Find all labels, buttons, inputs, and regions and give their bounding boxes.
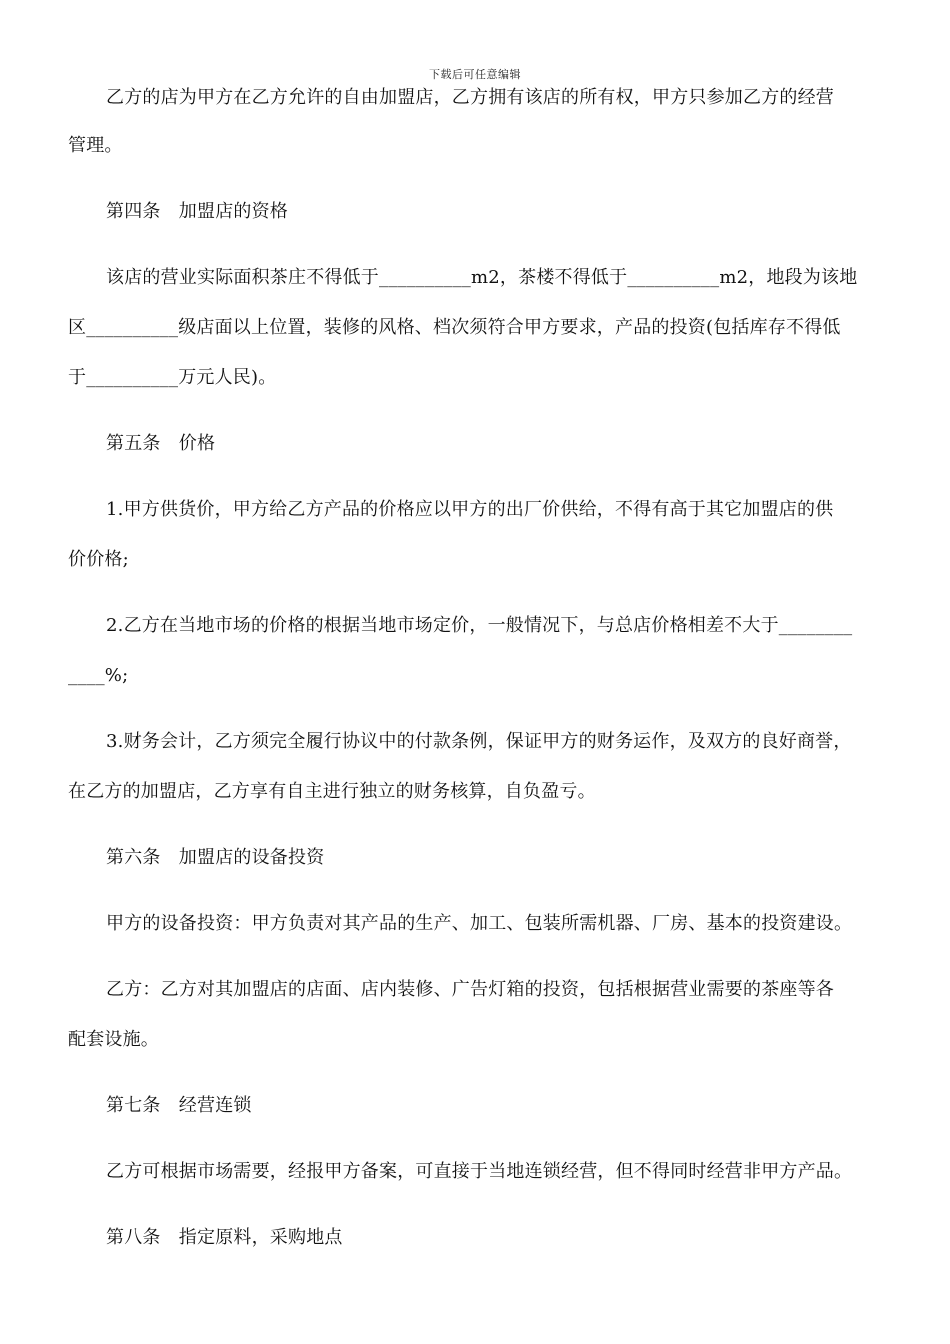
article-heading: 第六条 加盟店的设备投资 <box>106 847 325 868</box>
paragraph-line: 乙方的店为甲方在乙方允许的自由加盟店，乙方拥有该店的所有权，甲方只参加乙方的经营 <box>106 87 834 108</box>
paragraph-line: 配套设施。 <box>68 1029 159 1050</box>
article-heading: 第八条 指定原料，采购地点 <box>106 1227 343 1248</box>
article-heading: 第五条 价格 <box>106 433 216 454</box>
paragraph-line: 乙方：乙方对其加盟店的店面、店内装修、广告灯箱的投资，包括根据营业需要的茶座等各 <box>106 979 834 1000</box>
paragraph-line: 3.财务会计，乙方须完全履行协议中的付款条例，保证甲方的财务运作，及双方的良好商誉， <box>106 731 852 752</box>
article-heading: 第七条 经营连锁 <box>106 1095 252 1116</box>
paragraph-line: 管理。 <box>68 135 123 156</box>
paragraph-line: 乙方可根据市场需要，经报甲方备案，可直接于当地连锁经营，但不得同时经营非甲方产品。 <box>106 1161 853 1182</box>
paragraph-line: 1.甲方供货价，甲方给乙方产品的价格应以甲方的出厂价供给，不得有高于其它加盟店的供 <box>106 499 834 520</box>
article-heading: 第四条 加盟店的资格 <box>106 201 288 222</box>
paragraph-line: 区__________级店面以上位置，装修的风格、档次须符合甲方要求，产品的投资(包括库存不得低 <box>68 317 841 338</box>
paragraph-line: ____%; <box>68 665 129 686</box>
paragraph-line: 2.乙方在当地市场的价格的根据当地市场定价，一般情况下，与总店价格相差不大于________ <box>106 615 853 636</box>
paragraph-line: 在乙方的加盟店，乙方享有自主进行独立的财务核算，自负盈亏。 <box>68 781 596 802</box>
paragraph-line: 于__________万元人民)。 <box>68 367 277 388</box>
page-header: 下载后可任意编辑 <box>429 68 521 81</box>
paragraph-line: 该店的营业实际面积茶庄不得低于__________m2，茶楼不得低于__________m2，地段为该地 <box>106 267 858 288</box>
paragraph-line: 甲方的设备投资：甲方负责对其产品的生产、加工、包装所需机器、厂房、基本的投资建设。 <box>106 913 853 934</box>
paragraph-line: 价价格; <box>68 549 129 570</box>
